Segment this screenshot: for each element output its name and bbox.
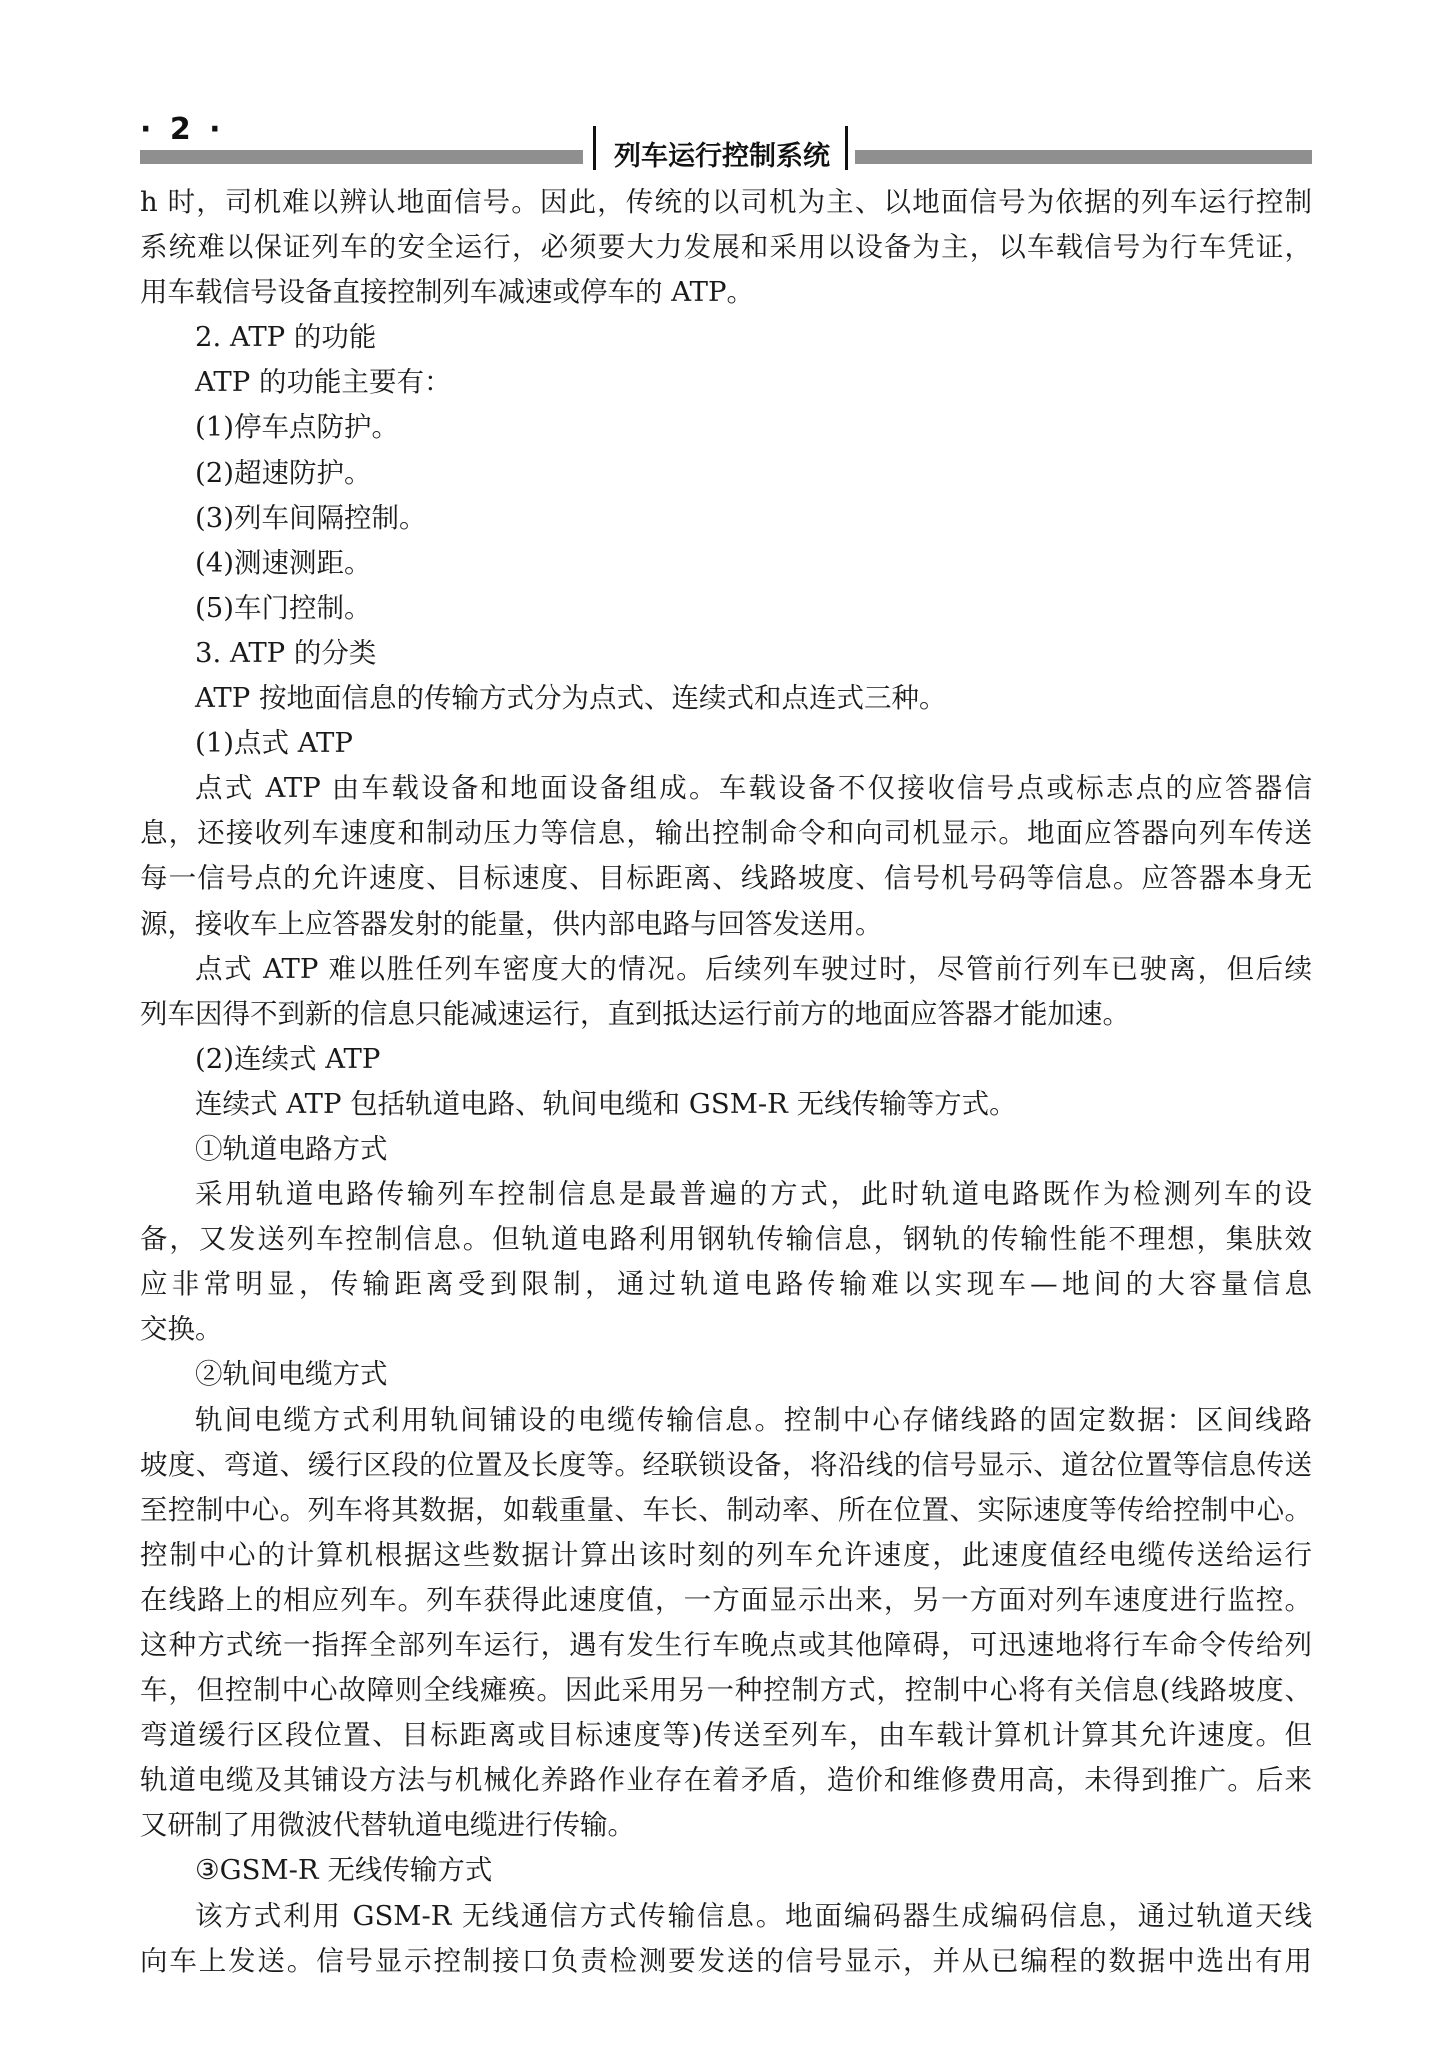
- text-line: 系统难以保证列车的安全运行，必须要大力发展和采用以设备为主，以车载信号为行车凭证，: [140, 231, 1312, 264]
- header-rule-right: [855, 150, 1312, 164]
- header-divider-right: [845, 126, 848, 170]
- text-line: 源，接收车上应答器发射的能量，供内部电路与回答发送用。: [140, 907, 883, 940]
- text-line: 交换。: [140, 1313, 223, 1346]
- subsection-heading: (2)连续式 ATP: [195, 1042, 381, 1075]
- text-line: 轨道电缆及其铺设方法与机械化养路作业存在着矛盾，造价和维修费用高，未得到推广。后来: [140, 1764, 1312, 1797]
- header-divider-left: [593, 126, 596, 170]
- subsection-heading: (1)点式 ATP: [195, 727, 353, 760]
- text-line: 息，还接收列车速度和制动压力等信息，输出控制命令和向司机显示。地面应答器向列车传送: [140, 817, 1312, 850]
- list-item: (2)超速防护。: [195, 456, 372, 489]
- text-line: 每一信号点的允许速度、目标速度、目标距离、线路坡度、信号机号码等信息。应答器本身无: [140, 862, 1312, 895]
- text-line: 应非常明显，传输距离受到限制，通过轨道电路传输难以实现车—地间的大容量信息: [140, 1268, 1312, 1301]
- text-line: h 时，司机难以辨认地面信号。因此，传统的以司机为主、以地面信号为依据的列车运行控制: [140, 186, 1312, 218]
- book-title: 列车运行控制系统: [614, 141, 830, 172]
- text-line: ATP 的功能主要有：: [195, 366, 452, 399]
- text-line: 在线路上的相应列车。列车获得此速度值，一方面显示出来，另一方面对列车速度进行监控。: [140, 1583, 1312, 1616]
- text-line: 列车因得不到新的信息只能减速运行，直到抵达运行前方的地面应答器才能加速。: [140, 997, 1130, 1030]
- text-line: 至控制中心。列车将其数据，如载重量、车长、制动率、所在位置、实际速度等传给控制中心。: [140, 1493, 1312, 1526]
- text-line: 轨间电缆方式利用轨间铺设的电缆传输信息。控制中心存储线路的固定数据：区间线路: [195, 1403, 1312, 1436]
- section-heading: 3. ATP 的分类: [195, 636, 377, 669]
- running-header: [140, 112, 1312, 170]
- section-heading: 2. ATP 的功能: [195, 321, 377, 354]
- method-heading: ①轨道电路方式: [195, 1132, 388, 1165]
- page-body: [140, 180, 1312, 1984]
- list-item: (4)测速测距。: [195, 546, 372, 579]
- method-heading: ②轨间电缆方式: [195, 1358, 388, 1391]
- header-rule-left: [140, 150, 583, 164]
- text-line: 连续式 ATP 包括轨道电路、轨间电缆和 GSM-R 无线传输等方式。: [195, 1087, 1017, 1120]
- text-line: 点式 ATP 难以胜任列车密度大的情况。后续列车驶过时，尽管前行列车已驶离，但后续: [195, 952, 1312, 985]
- text-line: 向车上发送。信号显示控制接口负责检测要发送的信号显示，并从已编程的数据中选出有用: [140, 1944, 1312, 1977]
- text-line: 弯道缓行区段位置、目标距离或目标速度等)传送至列车，由车载计算机计算其允许速度。但: [140, 1719, 1312, 1752]
- text-line: 用车载信号设备直接控制列车减速或停车的 ATP。: [140, 276, 754, 309]
- list-item: (3)列车间隔控制。: [195, 501, 427, 534]
- text-line: 坡度、弯道、缓行区段的位置及长度等。经联锁设备，将沿线的信号显示、道岔位置等信息传送: [140, 1448, 1312, 1481]
- text-line: 采用轨道电路传输列车控制信息是最普遍的方式，此时轨道电路既作为检测列车的设: [195, 1178, 1312, 1211]
- text-line: 点式 ATP 由车载设备和地面设备组成。车载设备不仅接收信号点或标志点的应答器信: [195, 772, 1312, 805]
- text-line: ATP 按地面信息的传输方式分为点式、连续式和点连式三种。: [195, 682, 947, 715]
- text-line: 又研制了用微波代替轨道电缆进行传输。: [140, 1809, 635, 1842]
- list-item: (5)车门控制。: [195, 591, 372, 624]
- method-heading: ③GSM-R 无线传输方式: [195, 1854, 493, 1887]
- list-item: (1)停车点防护。: [195, 411, 399, 444]
- text-line: 这种方式统一指挥全部列车运行，遇有发生行车晚点或其他障碍，可迅速地将行车命令传给列: [140, 1629, 1312, 1661]
- page-number: · 2 ·: [140, 112, 225, 147]
- text-line: 控制中心的计算机根据这些数据计算出该时刻的列车允许速度，此速度值经电缆传送给运行: [140, 1538, 1312, 1571]
- text-line: 车，但控制中心故障则全线瘫痪。因此采用另一种控制方式，控制中心将有关信息(线路坡度、: [140, 1674, 1312, 1707]
- text-line: 备，又发送列车控制信息。但轨道电路利用钢轨传输信息，钢轨的传输性能不理想，集肤效: [140, 1223, 1312, 1256]
- text-line: 该方式利用 GSM-R 无线通信方式传输信息。地面编码器生成编码信息，通过轨道天线: [195, 1899, 1312, 1932]
